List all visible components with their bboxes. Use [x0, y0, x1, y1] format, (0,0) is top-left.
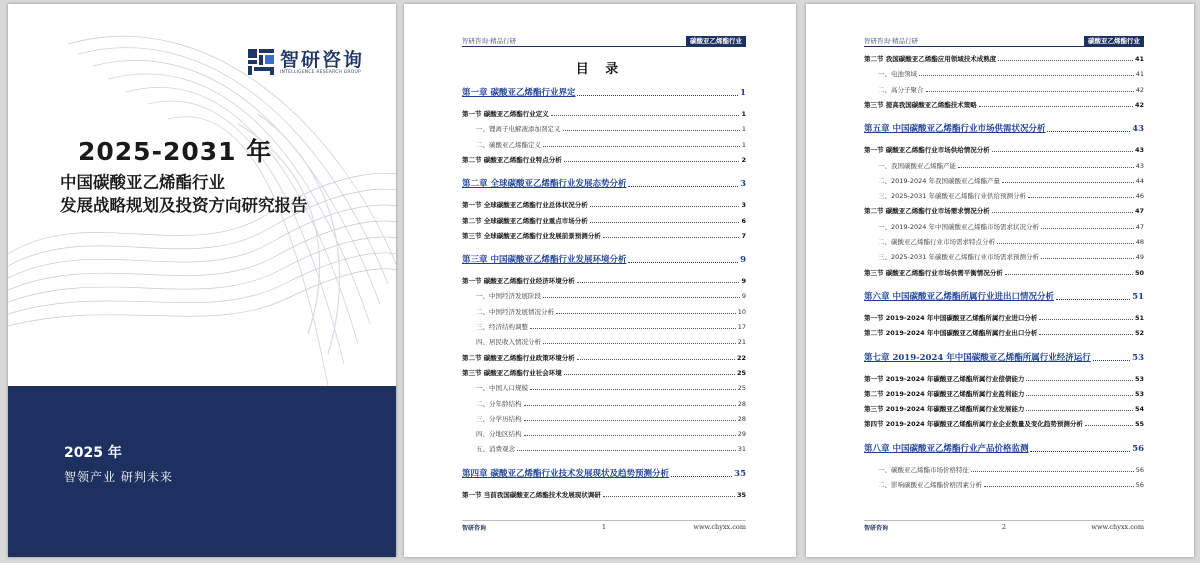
toc-leader-dots [958, 167, 1134, 168]
logo-mark-icon [246, 47, 276, 77]
toc-leader-dots [1026, 380, 1133, 381]
toc-leader-dots [926, 91, 1134, 92]
toc-page-1 [404, 4, 796, 557]
footer-logo: 智研咨询 [864, 525, 889, 532]
toc-entry-label: 四、分地区结构 [476, 430, 522, 439]
company-logo [246, 47, 364, 77]
toc-chapter-entry[interactable] [462, 86, 746, 98]
toc-leader-dots [628, 186, 738, 187]
toc-entry-label: 第二节 碳酸亚乙烯酯行业政策环境分析 [462, 353, 575, 362]
toc-leader-dots [997, 243, 1134, 244]
toc-leader-dots [590, 222, 740, 223]
toc-entry-label: 第三节 碳酸亚乙烯酯行业社会环境 [462, 368, 562, 377]
toc-section-entry[interactable] [462, 276, 746, 285]
toc-entry-label: 第三节 全球碳酸亚乙烯酯行业发展前景预测分析 [462, 231, 601, 240]
toc-subsection-entry[interactable] [462, 124, 746, 133]
header-topic: 碳酸亚乙烯酯行业 [686, 36, 746, 47]
toc-subsection-entry[interactable] [462, 307, 746, 316]
toc-leader-dots [971, 471, 1134, 472]
cover-title-line1: 中国碳酸亚乙烯酯行业 [60, 173, 225, 192]
toc-entry-label: 第二节 2019-2024 年中国碳酸亚乙烯酯所属行业出口分析 [864, 329, 1038, 338]
toc-leader-dots [1030, 451, 1130, 452]
toc-entry-page: 51 [1132, 291, 1144, 302]
toc-entry-page: 42 [1134, 100, 1144, 109]
toc-chapter-entry[interactable] [864, 442, 1144, 454]
toc-section-entry[interactable] [462, 368, 746, 377]
toc-subsection-entry[interactable] [462, 444, 746, 453]
toc-entry-label: 第三节 碳酸亚乙烯酯行业市场供需平衡情况分析 [864, 268, 1003, 277]
toc-subsection-entry[interactable] [462, 414, 746, 423]
toc-entry-label: 第三节 提高我国碳酸亚乙烯酯技术策略 [864, 100, 977, 109]
page-footer [864, 520, 1144, 532]
toc-entry-label: 第七章 2019-2024 年中国碳酸亚乙烯酯所属行业经济运行 [864, 352, 1091, 363]
toc-leader-dots [563, 130, 740, 131]
toc-subsection-entry[interactable] [864, 222, 1144, 231]
toc-entry-page: 49 [1135, 253, 1144, 262]
toc-leader-dots [543, 297, 740, 298]
toc-entry-page: 2 [741, 155, 746, 164]
toc-entry-label: 第一节 碳酸亚乙烯酯行业经济环境分析 [462, 277, 575, 286]
page-header [462, 36, 746, 47]
toc-leader-dots [590, 206, 740, 207]
toc-entry-page: 29 [737, 430, 746, 439]
toc-section-entry[interactable] [864, 206, 1144, 215]
header-topic: 碳酸亚乙烯酯行业 [1084, 36, 1144, 47]
toc-subsection-entry[interactable] [462, 337, 746, 346]
toc-section-entry[interactable] [864, 100, 1144, 109]
toc-leader-dots [1039, 319, 1133, 320]
toc-entry-page: 56 [1135, 465, 1144, 474]
footer-logo: 智研咨询 [462, 525, 487, 532]
toc-entry-page: 10 [737, 307, 746, 316]
toc-entry-page: 55 [1134, 420, 1144, 429]
toc-entry-label: 一、锂离子电解液添加剂定义 [476, 125, 561, 134]
toc-leader-dots [577, 95, 738, 96]
toc-leader-dots [564, 161, 740, 162]
toc-entry-page: 52 [1134, 329, 1144, 338]
toc-leader-dots [524, 405, 736, 406]
toc-entry-label: 一、中国人口规模 [476, 384, 528, 393]
toc-leader-dots [628, 262, 738, 263]
footer-url: www.chyxx.com [1091, 523, 1144, 531]
toc-leader-dots [979, 106, 1133, 107]
toc-entry-label: 二、高分子聚合 [878, 85, 924, 94]
cover-slogan: 智领产业 研判未来 [64, 470, 173, 484]
toc-title: 目 录 [575, 62, 625, 77]
toc-entry-page: 1 [741, 125, 746, 134]
toc-entry-label: 第一节 碳酸亚乙烯酯行业定义 [462, 110, 549, 118]
toc-entry-page: 53 [1134, 374, 1144, 383]
toc-entry-label: 二、2019-2024 年我国碳酸亚乙烯酯产量 [878, 176, 1000, 185]
toc-entry-label: 一、我国碳酸亚乙烯酯产能 [878, 161, 956, 170]
header-brand: 智研咨询·精品行研 [462, 37, 517, 45]
toc-entry-page: 31 [737, 445, 746, 454]
toc-entry-label: 一、电池领域 [878, 70, 917, 79]
toc-leader-dots [984, 486, 1134, 487]
toc-subsection-entry[interactable] [462, 399, 746, 408]
toc-entry-label: 三、经济结构调整 [476, 323, 528, 331]
toc-leader-dots [524, 435, 736, 436]
toc-subsection-entry[interactable] [462, 383, 746, 392]
toc-leader-dots [1026, 395, 1133, 396]
toc-entry-page: 51 [1134, 313, 1144, 322]
toc-entry-page: 53 [1132, 352, 1144, 363]
toc-leader-dots [1002, 182, 1134, 183]
report-cover-page [8, 4, 396, 557]
toc-leader-dots [1093, 360, 1130, 361]
toc-section-entry[interactable] [864, 328, 1144, 337]
toc-chapter-entry[interactable] [864, 351, 1144, 363]
toc-entry-label: 第一节 2019-2024 年中国碳酸亚乙烯酯所属行业进口分析 [864, 313, 1038, 322]
toc-entry-label: 第三节 2019-2024 年碳酸亚乙烯酯所属行业发展能力 [864, 405, 1025, 414]
toc-entry-page: 50 [1134, 268, 1144, 277]
toc-section-entry[interactable] [462, 231, 746, 240]
toc-entry-page: 44 [1135, 176, 1144, 185]
toc-leader-dots [919, 75, 1134, 76]
toc-entry-page: 25 [737, 384, 746, 393]
footer-url: www.chyxx.com [693, 523, 746, 531]
toc-entry-page: 43 [1132, 124, 1144, 135]
toc-subsection-entry[interactable] [864, 465, 1144, 474]
toc-leader-dots [1005, 274, 1133, 275]
toc-entry-label: 第三章 中国碳酸亚乙烯酯行业发展环境分析 [462, 255, 627, 266]
toc-section-entry[interactable] [864, 389, 1144, 398]
toc-section-entry[interactable] [462, 200, 746, 209]
toc-entry-label: 二、分年龄结构 [476, 399, 522, 408]
toc-leader-dots [1028, 197, 1134, 198]
toc-leader-dots [556, 313, 736, 314]
toc-section-entry[interactable] [462, 353, 746, 362]
toc-entry-page: 3 [740, 179, 746, 190]
toc-leader-dots [998, 60, 1133, 61]
toc-leader-dots [1039, 334, 1133, 335]
page-header [864, 36, 1144, 47]
toc-leader-dots [671, 476, 732, 477]
toc-subsection-entry[interactable] [462, 429, 746, 438]
toc-leader-dots [603, 237, 740, 238]
toc-entry-page: 28 [737, 414, 746, 423]
toc-leader-dots [577, 359, 735, 360]
toc-chapter-entry[interactable] [462, 253, 746, 265]
toc-subsection-entry[interactable] [864, 161, 1144, 170]
toc-subsection-entry[interactable] [864, 69, 1144, 78]
page-number: 2 [1001, 523, 1007, 531]
header-brand: 智研咨询·精品行研 [864, 37, 919, 45]
toc-entry-page: 54 [1134, 405, 1144, 414]
toc-entry-page: 35 [734, 468, 746, 479]
toc-entry-label: 第一节 当前我国碳酸亚乙烯酯技术发展现状调研 [462, 490, 601, 499]
toc-entry-label: 五、消费观念 [476, 445, 515, 454]
logo-subtitle: INTELLIGENCE RESEARCH GROUP [280, 69, 361, 75]
toc-entry-label: 第二章 全球碳酸亚乙烯酯行业发展态势分析 [462, 179, 627, 190]
toc-section-entry[interactable] [864, 404, 1144, 413]
toc-entry-label: 一、中国经济发展阶段 [476, 292, 541, 301]
toc-subsection-entry[interactable] [864, 480, 1144, 489]
toc-leader-dots [530, 389, 736, 390]
toc-entry-label: 二、影响碳酸亚乙烯酯价格因素分析 [878, 481, 982, 489]
toc-entry-page: 1 [740, 88, 746, 98]
toc-entry-page: 56 [1132, 443, 1144, 454]
toc-entry-page: 7 [741, 231, 746, 240]
toc-subsection-entry[interactable] [864, 85, 1144, 94]
toc-leader-dots [1041, 228, 1134, 229]
page-footer [462, 520, 746, 532]
toc-entry-page: 6 [741, 216, 746, 225]
toc-subsection-entry[interactable] [462, 322, 746, 331]
toc-entry-page: 21 [737, 338, 746, 347]
toc-chapter-entry[interactable] [462, 177, 746, 189]
toc-leader-dots [530, 328, 736, 329]
toc-subsection-entry[interactable] [864, 191, 1144, 200]
toc-entry-page: 9 [741, 292, 746, 301]
toc-entry-page: 17 [737, 323, 746, 331]
toc-entry-page: 1 [741, 140, 746, 149]
toc-entry-label: 三、2025-2031 年碳酸亚乙烯酯行业市场需求预测分析 [878, 253, 1039, 262]
toc-entry-label: 第一节 2019-2024 年碳酸亚乙烯酯所属行业偿债能力 [864, 374, 1025, 383]
toc-entry-label: 二、碳酸亚乙烯酯定义 [476, 140, 541, 149]
toc-leader-dots [543, 343, 736, 344]
toc-entry-page: 1 [741, 110, 746, 118]
toc-entry-label: 四、居民收入情况分析 [476, 338, 541, 347]
toc-leader-dots [1047, 131, 1130, 132]
toc-leader-dots [1026, 410, 1133, 411]
toc-subsection-entry[interactable] [864, 252, 1144, 261]
toc-entry-page: 22 [736, 353, 746, 362]
toc-leader-dots [1085, 425, 1133, 426]
toc-entry-page: 3 [741, 201, 746, 210]
toc-entry-page: 25 [736, 368, 746, 377]
toc-entry-page: 9 [740, 255, 746, 266]
toc-leader-dots [551, 115, 740, 116]
cover-title-line2: 发展战略规划及投资方向研究报告 [60, 196, 308, 215]
toc-section-entry[interactable] [462, 490, 746, 499]
toc-chapter-entry[interactable] [864, 122, 1144, 134]
toc-entry-label: 一、2019-2024 年中国碳酸亚乙烯酯市场需求状况分析 [878, 222, 1039, 231]
toc-entry-page: 41 [1135, 70, 1144, 79]
toc-leader-dots [564, 374, 735, 375]
toc-entry-page: 9 [741, 277, 746, 286]
toc-entry-label: 第一章 碳酸亚乙烯酯行业界定 [462, 88, 576, 98]
cover-year-range: 2025-2031 年 [78, 137, 273, 166]
toc-subsection-entry[interactable] [864, 176, 1144, 185]
toc-entry-label: 第一节 全球碳酸亚乙烯酯行业总体状况分析 [462, 201, 588, 210]
toc-section-entry[interactable] [864, 54, 1144, 63]
toc-entry-page: 56 [1135, 481, 1144, 489]
toc-section-entry[interactable] [864, 145, 1144, 154]
toc-section-entry[interactable] [462, 216, 746, 225]
toc-page-2 [806, 4, 1194, 557]
toc-entry-label: 第五章 中国碳酸亚乙烯酯行业市场供需状况分析 [864, 124, 1046, 135]
toc-entry-label: 第二节 我国碳酸亚乙烯酯应用领域技术成熟度 [864, 55, 997, 63]
toc-section-entry[interactable] [864, 268, 1144, 277]
page-number: 1 [601, 523, 607, 531]
toc-entry-label: 第二节 2019-2024 年碳酸亚乙烯酯所属行业盈利能力 [864, 389, 1025, 398]
toc-entry-label: 三、分学历结构 [476, 414, 522, 423]
toc-entry-page: 47 [1135, 222, 1144, 231]
toc-leader-dots [517, 450, 736, 451]
toc-entry-page: 41 [1134, 55, 1144, 63]
toc-entry-label: 二、中国经济发展情况分析 [476, 307, 554, 316]
logo-name: 智研咨询 [280, 48, 365, 71]
toc-leader-dots [1041, 258, 1134, 259]
toc-chapter-entry[interactable] [864, 290, 1144, 302]
toc-entry-label: 第一节 碳酸亚乙烯酯行业市场供给情况分析 [864, 146, 990, 155]
toc-entry-label: 第八章 中国碳酸亚乙烯酯行业产品价格监测 [864, 443, 1029, 454]
toc-leader-dots [992, 212, 1133, 213]
toc-section-entry[interactable] [462, 109, 746, 118]
toc-leader-dots [524, 420, 736, 421]
toc-entry-label: 第六章 中国碳酸亚乙烯酯所属行业进出口情况分析 [864, 291, 1054, 302]
toc-leader-dots [577, 282, 740, 283]
toc-leader-dots [603, 496, 735, 497]
toc-entry-page: 43 [1134, 146, 1144, 155]
toc-entry-label: 三、2025-2031 年碳酸亚乙烯酯行业供给预测分析 [878, 192, 1026, 201]
toc-chapter-entry[interactable] [462, 467, 746, 479]
toc-entry-page: 43 [1135, 161, 1144, 170]
toc-section-entry[interactable] [864, 313, 1144, 322]
toc-section-entry[interactable] [864, 419, 1144, 428]
toc-entry-page: 35 [736, 490, 746, 499]
toc-subsection-entry[interactable] [864, 237, 1144, 246]
toc-section-entry[interactable] [864, 374, 1144, 383]
toc-entry-page: 42 [1135, 85, 1144, 94]
toc-entry-label: 二、碳酸亚乙烯酯行业市场需求特点分析 [878, 238, 995, 246]
toc-entry-page: 46 [1135, 192, 1144, 201]
toc-entry-page: 28 [737, 399, 746, 408]
cover-publish-year: 2025 年 [64, 445, 122, 461]
toc-entry-page: 47 [1134, 207, 1144, 216]
toc-subsection-entry[interactable] [462, 140, 746, 149]
toc-entry-label: 第二节 碳酸亚乙烯酯行业市场需求情况分析 [864, 207, 990, 216]
toc-subsection-entry[interactable] [462, 291, 746, 300]
toc-entry-page: 53 [1134, 389, 1144, 398]
toc-entry-label: 第四章 碳酸亚乙烯酯行业技术发展现状及趋势预测分析 [462, 468, 669, 479]
toc-leader-dots [543, 146, 740, 147]
toc-entry-label: 第四节 2019-2024 年碳酸亚乙烯酯所属行业企业数量及变化趋势预测分析 [864, 420, 1083, 429]
toc-leader-dots [1056, 299, 1130, 300]
toc-entry-label: 第二节 碳酸亚乙烯酯行业特点分析 [462, 155, 562, 164]
toc-entry-label: 第二节 全球碳酸亚乙烯酯行业重点市场分析 [462, 216, 588, 225]
toc-entry-label: 一、碳酸亚乙烯酯市场价格特征 [878, 465, 969, 474]
toc-entry-page: 48 [1135, 238, 1144, 246]
toc-leader-dots [992, 151, 1133, 152]
toc-section-entry[interactable] [462, 155, 746, 164]
